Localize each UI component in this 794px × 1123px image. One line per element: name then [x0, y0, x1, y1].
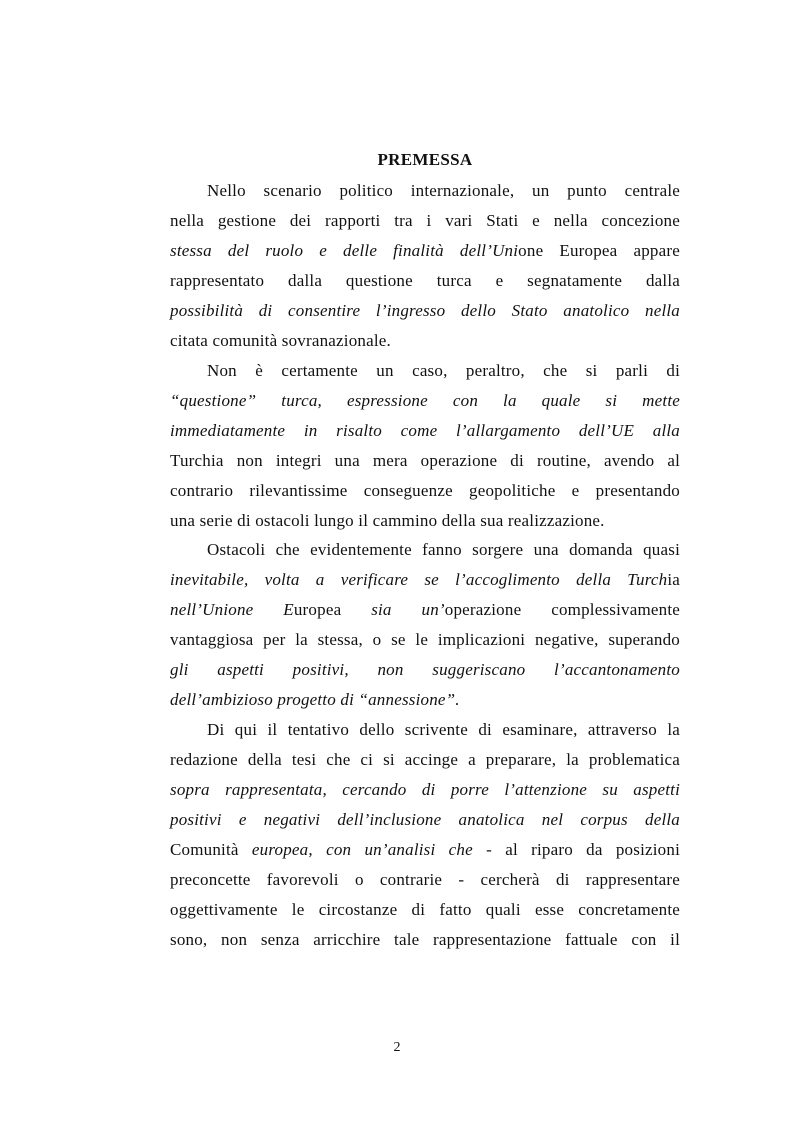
text-run: contrario rilevantissime conseguenze geopolitiche e presentando	[170, 481, 680, 500]
text-line	[170, 416, 680, 446]
text-line	[170, 266, 680, 296]
italic-text: nell’Unione E	[170, 600, 294, 619]
text-line	[170, 506, 680, 536]
italic-text: positivi e negativi dell’inclusione anatolica nel corpus della	[170, 810, 680, 829]
text-line	[170, 595, 680, 625]
text-line	[170, 446, 680, 476]
text-line	[170, 835, 680, 865]
italic-text: europea, con un’analisi che	[251, 840, 473, 859]
text-run: Di qui il tentativo dello scrivente di esaminare, attraverso la	[207, 720, 680, 739]
italic-text: gli aspetti positivi, non suggeriscano l’accantonamento	[170, 660, 680, 679]
text-run: Non è certamente un caso, peraltro, che si parli di	[207, 361, 680, 380]
italic-text: dell’ambizioso progetto di “annessione”.	[170, 690, 460, 709]
text-run: Comunità	[170, 840, 252, 859]
text-run: ia	[667, 570, 680, 589]
text-line	[170, 775, 680, 805]
text-run: redazione della tesi che ci si accinge a preparare, la problematica	[170, 750, 680, 769]
text-line	[170, 685, 680, 715]
text-run: sono, non senza arricchire tale rappresentazione fattuale con il	[170, 930, 680, 949]
italic-text: immediatamente in risalto come l’allargamento dell’UE alla	[170, 421, 680, 440]
text-run: Turchia non integri una mera operazione di routine, avendo al	[170, 451, 680, 470]
text-run: uropea	[293, 600, 372, 619]
text-line	[170, 565, 680, 595]
text-line	[170, 326, 680, 356]
text-run: Nello scenario politico internazionale, un punto centrale	[207, 181, 680, 200]
text-line	[207, 176, 680, 206]
text-run: vantaggiosa per la stessa, o se le implicazioni negative, superando	[170, 630, 680, 649]
text-line	[207, 715, 680, 745]
italic-text: possibilità di consentire l’ingresso dello Stato anatolico nella	[170, 301, 680, 320]
page-number: 2	[393, 1040, 401, 1055]
text-line	[170, 386, 680, 416]
text-line	[170, 296, 680, 326]
text-run: citata comunità sovranazionale.	[170, 331, 391, 350]
italic-text: inevitabile, volta a verificare se l’accoglimento della Turch	[170, 570, 668, 589]
text-run: one Europea appare	[518, 241, 680, 260]
page-title: PREMESSA	[377, 150, 473, 169]
text-run: operazione complessivamente	[444, 600, 680, 619]
text-run: oggettivamente le circostanze di fatto quali esse concretamente	[170, 900, 680, 919]
text-line	[170, 865, 680, 895]
text-run: una serie di ostacoli lungo il cammino della sua realizzazione.	[170, 511, 605, 530]
text-line	[170, 236, 680, 266]
italic-text: “questione” turca, espressione con la quale si mette	[170, 391, 680, 410]
italic-text: sopra rappresentata, cercando di porre l’attenzione su aspetti	[170, 780, 680, 799]
text-line	[170, 895, 680, 925]
text-run: Ostacoli che evidentemente fanno sorgere una domanda quasi	[207, 540, 680, 559]
text-run: preconcette favorevoli o contrarie - cercherà di rappresentare	[170, 870, 680, 889]
text-line	[207, 535, 680, 565]
text-line	[170, 805, 680, 835]
text-line	[207, 356, 680, 386]
text-line	[170, 655, 680, 685]
text-line	[170, 625, 680, 655]
text-line	[170, 206, 680, 236]
text-line	[170, 476, 680, 506]
text-line	[170, 745, 680, 775]
text-run: rappresentato dalla questione turca e segnatamente dalla	[170, 271, 680, 290]
italic-text: sia un’	[371, 600, 445, 619]
italic-text: stessa del ruolo e delle finalità dell’Uni	[170, 241, 519, 260]
text-run: - al riparo da posizioni	[472, 840, 680, 859]
text-run: nella gestione dei rapporti tra i vari Stati e nella concezione	[170, 211, 680, 230]
text-line	[170, 925, 680, 955]
